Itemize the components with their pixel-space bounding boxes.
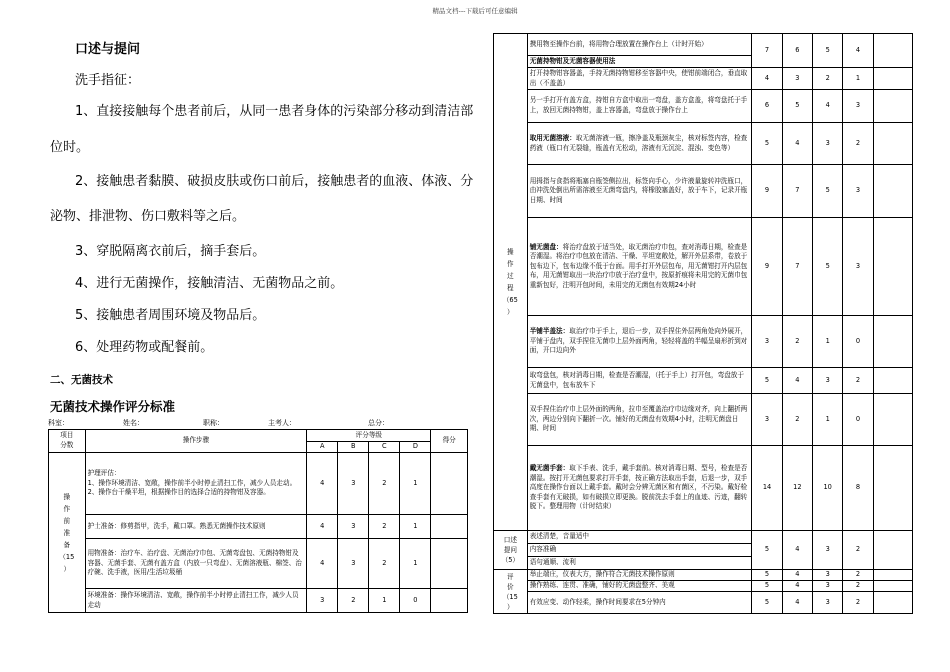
meta-name: 姓名： [123, 419, 144, 427]
indication-4: 4、进行无菌操作，接触清洁、无菌物品之前。 [75, 276, 344, 291]
step-text: 操作熟练、连贯、准确，铺好的无菌盘整齐、美观 [527, 581, 752, 592]
score-c: 1 [369, 589, 400, 613]
score-d: 1 [400, 515, 431, 539]
th-steps: 操作步骤 [85, 430, 307, 453]
score-b: 3 [782, 68, 812, 90]
indication-1-cont: 位时。 [50, 140, 90, 155]
th-a: A [307, 442, 338, 453]
subheading-forceps: 无菌持物钳及无菌容器使用法 [527, 56, 752, 68]
page-header: 精品文档---下载后可任意编辑 [432, 7, 518, 15]
score-b: 4 [782, 123, 812, 165]
score-a: 4 [752, 68, 782, 90]
score-d: 2 [843, 592, 873, 614]
points-cell [873, 446, 912, 531]
score-table-right [493, 33, 913, 614]
score-a: 5 [752, 570, 782, 581]
step-text: 有效应变、动作轻柔，操作时间要求在5分钟内 [527, 592, 752, 614]
score-c: 4 [813, 90, 843, 123]
step-text: 戴无菌手套：取下手表、洗手，戴手套前。核对消毒日期、型号，检查是否潮湿。按打开无菌包要求打开手套，按正确方法取出手套，后退一步，双手高度在操作台面以上戴手套。戴时会分辨无菌区和有菌区，不污染。戴好检查手套有无破损，如有破损立即更换。脱前洗去手套上的血迹、污迹，翻转脱下。整理用物（计时结束） [527, 446, 752, 531]
score-a: 7 [752, 34, 782, 68]
th-grade: 评分等级 [307, 430, 431, 442]
score-b: 2 [782, 394, 812, 446]
score-c: 5 [813, 218, 843, 316]
step-text: 护士准备：修剪指甲，洗手，戴口罩。熟悉无菌操作技术原则 [85, 515, 307, 539]
score-d: 3 [843, 90, 873, 123]
score-d: 2 [843, 531, 873, 570]
th-c: C [369, 442, 400, 453]
score-b: 4 [782, 581, 812, 592]
score-c: 2 [369, 515, 400, 539]
points-cell [873, 123, 912, 165]
score-a: 14 [752, 446, 782, 531]
score-c: 3 [813, 368, 843, 394]
step-text: 环境准备：操作环境清洁、宽敞，操作前半小时停止清扫工作，减少人员走动 [85, 589, 307, 613]
points-cell [873, 68, 912, 90]
score-a: 5 [752, 368, 782, 394]
score-b: 4 [782, 592, 812, 614]
score-a: 3 [752, 394, 782, 446]
table-row [494, 68, 913, 90]
score-c: 10 [813, 446, 843, 531]
table-row [49, 453, 468, 515]
th-b: B [338, 442, 369, 453]
score-a: 3 [307, 589, 338, 613]
score-c: 2 [369, 453, 400, 515]
indication-1: 1、直接接触每个患者前后，从同一患者身体的污染部分移动到清洁部 [75, 104, 474, 119]
score-c: 2 [813, 68, 843, 90]
meta-examiner: 主考人： [268, 419, 296, 427]
step-text: 打开持物钳容器盖，手持无菌持物钳移至容器中央，使钳前端闭合，垂直取出（不盖盖） [527, 68, 752, 90]
step-text: 取用无菌溶液：取无菌溶液一瓶，擦净盖及瓶颈灰尘，核对标签内容，检查药液（瓶口有无裂缝，瓶盖有无松动，溶液有无沉淀、混浊、变色等） [527, 123, 752, 165]
table-row [494, 394, 913, 446]
step-text: 双手捏住治疗巾上层外面的两角，拉巾至覆盖治疗巾边缘对齐，向上翻折两次，两边分别向下翻折一次。铺好的无菌盘有效期4小时，注明无菌盘日期、时间 [527, 394, 752, 446]
table-row [494, 316, 913, 368]
score-b: 7 [782, 218, 812, 316]
table-row [494, 218, 913, 316]
section-heading: 二、无菌技术 [50, 374, 113, 386]
score-c: 3 [813, 531, 843, 570]
intro-text: 洗手指征： [75, 73, 141, 88]
table-row [49, 539, 468, 589]
score-b: 2 [338, 589, 369, 613]
score-b: 2 [782, 316, 812, 368]
score-d: 8 [843, 446, 873, 531]
score-a: 5 [752, 581, 782, 592]
score-c: 3 [813, 581, 843, 592]
score-b: 4 [782, 368, 812, 394]
score-a: 9 [752, 218, 782, 316]
indication-2-cont: 泌物、排泄物、伤口敷料等之后。 [50, 209, 246, 224]
table-row [494, 581, 913, 592]
th-item: 项目 分数 [49, 430, 86, 453]
group-label-eval: 评 价 （15 ） [494, 570, 528, 614]
points-cell [873, 165, 912, 218]
score-d: 0 [843, 394, 873, 446]
table-row [494, 123, 913, 165]
score-b: 4 [782, 531, 812, 570]
points-cell [873, 90, 912, 123]
score-b: 5 [782, 90, 812, 123]
score-b: 3 [338, 515, 369, 539]
score-d: 3 [843, 218, 873, 316]
group-label-oral: 口述 提问 （5） [494, 531, 528, 570]
step-text: 半铺半盖法：取治疗巾于手上，退后一步，双手捏住外层两角处向外展开，平铺于盘内，双手捏住无菌巾上层外面两角，轻轻将盖的半幅呈扇形折到对面，开口边向外 [527, 316, 752, 368]
score-a: 5 [752, 592, 782, 614]
step-text: 用物准备：治疗车、治疗盘、无菌治疗巾包、无菌弯盘包、无菌持物钳及容器、无菌手套、无菌有盖方盒（内放一只弯盘）、无菌溶液瓶、棉签、治疗碗、洗手液，医用/生活垃圾桶 [85, 539, 307, 589]
score-c: 3 [813, 592, 843, 614]
score-a: 3 [752, 316, 782, 368]
table-row [49, 589, 468, 613]
score-c: 5 [813, 34, 843, 68]
score-b: 7 [782, 165, 812, 218]
score-d: 1 [400, 453, 431, 515]
score-d: 2 [843, 581, 873, 592]
score-d: 1 [400, 539, 431, 589]
score-a: 5 [752, 531, 782, 570]
table-row [494, 570, 913, 581]
score-a: 9 [752, 165, 782, 218]
step-text: 内容准确 [527, 544, 752, 557]
table-row [494, 90, 913, 123]
score-c: 1 [813, 394, 843, 446]
step-text: 铺无菌盘：将治疗盘放于适当处，取无菌治疗巾包，查对消毒日期，检查是否潮湿。将治疗巾包放在清洁、干燥、平坦宽敞处，解开外层系带，卷放于包布边下，包布边缘不低于台面。用手打开外层包布，用无菌钳打开内层包布，用无菌钳取出一块治疗巾放于治疗盘中，按原折痕将未用完的无菌巾包重新包好，注明开包时间，未用完的无菌包有效期24小时 [527, 218, 752, 316]
step-text: 用拇指与食指将瓶塞自瓶签侧拉出，标签向手心，少许液量旋转冲洗瓶口，由冲洗处倒出所需溶液至无菌弯盘内，将橡胶塞盖好，放于车下，记录开瓶日期、时间 [527, 165, 752, 218]
meta-title: 职称： [203, 419, 224, 427]
points-cell [431, 515, 468, 539]
points-cell [431, 539, 468, 589]
table-row [494, 165, 913, 218]
score-a: 4 [307, 539, 338, 589]
th-points: 得分 [431, 430, 468, 453]
step-text: 另一手打开有盖方盒，持钳自方盒中取出一弯盘，盖方盒盖，将弯盘托于手上，放回无菌持物钳，盖上容器盖，弯盘放于操作台上 [527, 90, 752, 123]
score-c: 3 [813, 570, 843, 581]
score-b: 3 [338, 539, 369, 589]
table-row [494, 592, 913, 614]
points-cell [873, 581, 912, 592]
score-b: 12 [782, 446, 812, 531]
step-text: 语句通顺、流利 [527, 557, 752, 570]
points-cell [873, 368, 912, 394]
step-text: 取弯盘包，核对消毒日期，检查是否潮湿，（托于手上）打开包，弯盘放于无菌盘中，包布放车下 [527, 368, 752, 394]
score-d: 2 [843, 368, 873, 394]
points-cell [873, 394, 912, 446]
score-a: 5 [752, 123, 782, 165]
table-row [494, 446, 913, 531]
table-row [494, 531, 913, 544]
meta-total: 总分： [368, 419, 389, 427]
table-row [494, 368, 913, 394]
meta-dept: 科室： [48, 419, 69, 427]
score-d: 4 [843, 34, 873, 68]
table-title: 无菌技术操作评分标准 [50, 399, 176, 414]
score-c: 3 [813, 123, 843, 165]
points-cell [873, 316, 912, 368]
score-d: 3 [843, 165, 873, 218]
indication-5: 5、接触患者周围环境及物品后。 [75, 308, 266, 323]
th-d: D [400, 442, 431, 453]
score-d: 2 [843, 123, 873, 165]
score-table-left [48, 429, 468, 613]
score-b: 4 [782, 570, 812, 581]
step-text: 表述清楚，音量适中 [527, 531, 752, 544]
group-label-prep: 操 作 前 准 备 （15 ） [49, 453, 86, 613]
score-a: 4 [307, 453, 338, 515]
score-d: 2 [843, 570, 873, 581]
indication-6: 6、处理药物或配餐前。 [75, 340, 214, 355]
score-d: 0 [400, 589, 431, 613]
points-cell [431, 453, 468, 515]
step-text: 携用物至操作台前，将用物合理放置在操作台上（计时开始） [527, 34, 752, 56]
score-d: 0 [843, 316, 873, 368]
score-c: 1 [813, 316, 843, 368]
points-cell [431, 589, 468, 613]
table-row [49, 515, 468, 539]
score-a: 6 [752, 90, 782, 123]
score-d: 1 [843, 68, 873, 90]
score-b: 3 [338, 453, 369, 515]
score-c: 2 [369, 539, 400, 589]
indication-2: 2、接触患者黏膜、破损皮肤或伤口前后，接触患者的血液、体液、分 [75, 174, 474, 189]
table-row [494, 34, 913, 56]
step-text: 护理评估： 1、操作环境清洁、宽敞，操作前半小时停止清扫工作，减少人员走动。 2、操作台干燥平坦，根据操作目的选择合适的持物钳及容器。 [85, 453, 307, 515]
points-cell [873, 570, 912, 581]
points-cell [873, 592, 912, 614]
section-title-oral: 口述与提问 [75, 42, 141, 57]
points-cell [873, 218, 912, 316]
group-label-process: 操 作 过 程 （65 ） [494, 34, 528, 531]
score-b: 6 [782, 34, 812, 68]
score-c: 5 [813, 165, 843, 218]
score-a: 4 [307, 515, 338, 539]
points-cell [873, 34, 912, 68]
points-cell [873, 531, 912, 570]
indication-3: 3、穿脱隔离衣前后，摘手套后。 [75, 244, 266, 259]
step-text: 举止端庄，仪表大方，操作符合无菌技术操作原则 [527, 570, 752, 581]
